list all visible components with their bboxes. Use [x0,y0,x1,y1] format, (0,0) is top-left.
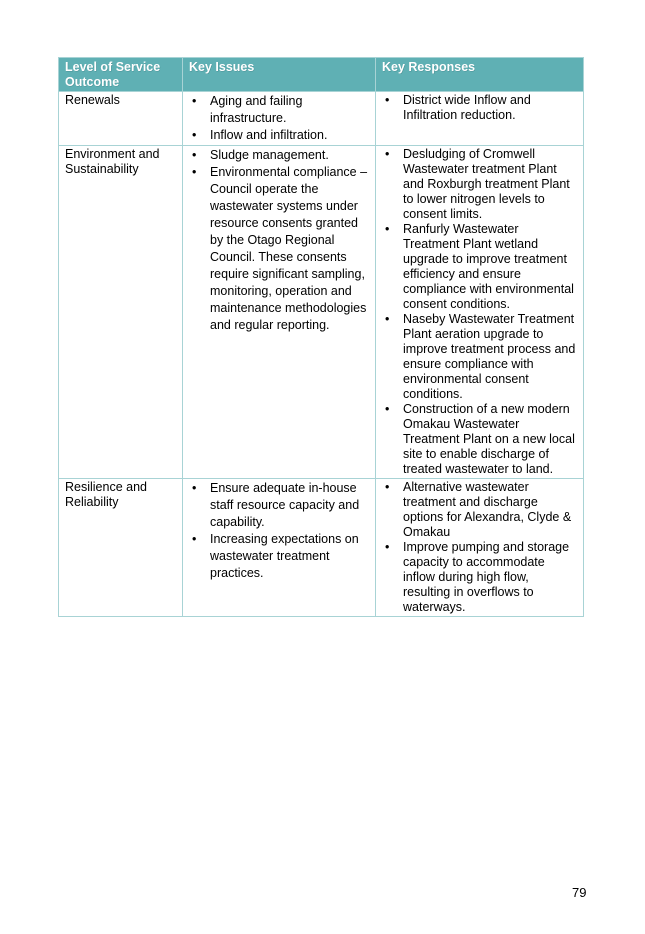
responses-list [382,147,577,477]
list-item: • Increasing expectations on wastewater treatment practices. [189,531,369,582]
list-item: • Inflow and infiltration. [189,127,369,144]
level-of-service-table [58,57,584,617]
list-item: • Desludging of Cromwell Wastewater treatment Plant and Roxburgh treatment Plant to lower nitrogen levels to consent limits. [382,147,577,222]
header-outcome: Level of Service Outcome [59,58,183,92]
table-row [59,146,584,479]
table-row [59,479,584,617]
issues-cell [183,479,376,617]
header-key-issues: Key Issues [183,58,376,92]
responses-cell [376,479,584,617]
list-item: • Construction of a new modern Omakau Wastewater Treatment Plant on a new local site to enable discharge of treated wastewater to land. [382,402,577,477]
list-item: • Ensure adequate in-house staff resource capacity and capability. [189,480,369,531]
issues-list [189,480,369,582]
issues-list [189,147,369,334]
page-number: 79 [572,885,587,900]
table-header-row [59,58,584,92]
list-item: • District wide Inflow and Infiltration reduction. [382,93,577,123]
responses-cell [376,146,584,479]
list-item: • Environmental compliance – Council operate the wastewater systems under resource consents granted by the Otago Regional Council. These consents require significant sampling, monitoring, operation and maintenance methodologies and regular reporting. [189,164,369,334]
header-key-responses: Key Responses [376,58,584,92]
list-item: • Naseby Wastewater Treatment Plant aeration upgrade to improve treatment process and ensure compliance with environmental consent conditions. [382,312,577,402]
list-item: • Aging and failing infrastructure. [189,93,369,127]
table-row [59,92,584,146]
outcome-cell: Environment and Sustainability [59,146,183,479]
responses-list [382,480,577,615]
outcome-cell: Resilience and Reliability [59,479,183,617]
issues-cell [183,92,376,146]
issues-cell [183,146,376,479]
list-item: • Improve pumping and storage capacity to accommodate inflow during high flow, resulting in overflows to waterways. [382,540,577,615]
list-item: • Sludge management. [189,147,369,164]
issues-list [189,93,369,144]
list-item: • Alternative wastewater treatment and discharge options for Alexandra, Clyde & Omakau [382,480,577,540]
responses-cell [376,92,584,146]
list-item: • Ranfurly Wastewater Treatment Plant wetland upgrade to improve treatment efficiency and ensure compliance with environmental consent conditions. [382,222,577,312]
responses-list [382,93,577,123]
outcome-cell: Renewals [59,92,183,146]
